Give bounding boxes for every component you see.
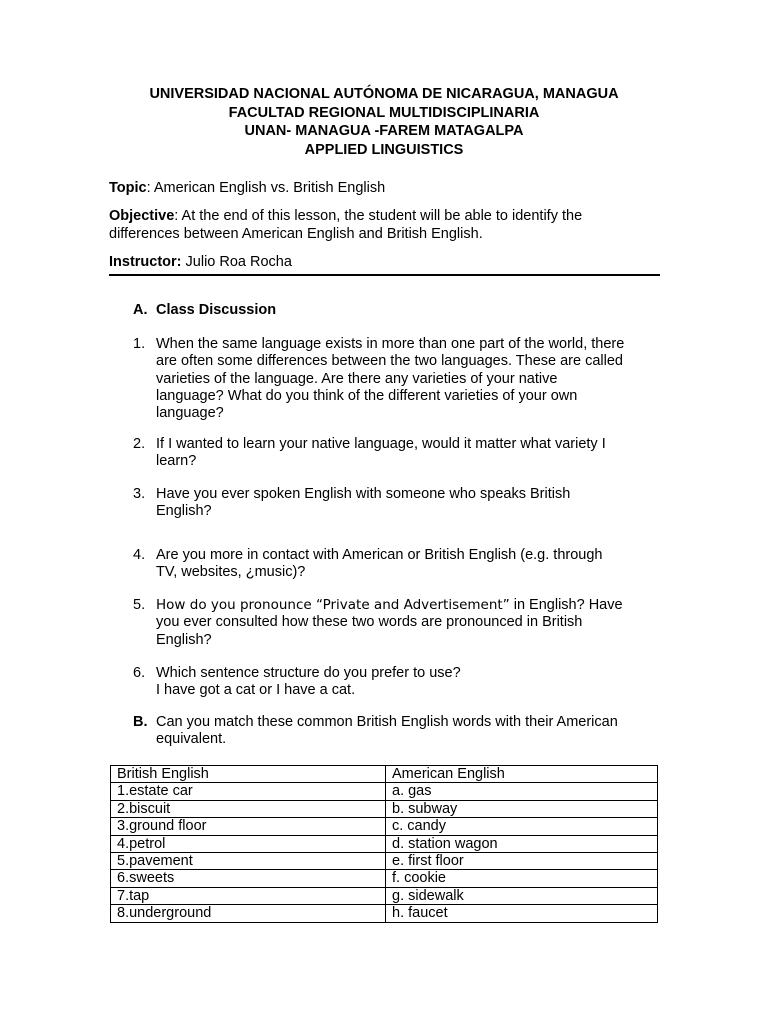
- british-term: 6.sweets: [111, 870, 386, 887]
- question-2-text: [156, 436, 666, 471]
- american-term: c. candy: [386, 818, 658, 835]
- table-header-row: [111, 766, 658, 783]
- question-1-text: [156, 336, 666, 422]
- matching-table: [110, 765, 658, 923]
- american-term: g. sidewalk: [386, 887, 658, 904]
- question-1-line: When the same language exists in more than one part of the world, there: [156, 336, 625, 352]
- question-3-line: English?: [156, 503, 212, 520]
- british-term: 1.estate car: [111, 783, 386, 800]
- university-name: UNIVERSIDAD NACIONAL AUTÓNOMA DE NICARAGUA, MANAGUA: [149, 86, 619, 102]
- topic-value: : American English vs. British English: [146, 180, 386, 196]
- section-a-title: Class Discussion: [156, 302, 277, 318]
- question-6-text: [156, 665, 666, 700]
- instructor-label: Instructor:: [109, 254, 182, 270]
- british-term: 7.tap: [111, 887, 386, 904]
- objective-label: Objective: [109, 208, 175, 224]
- objective-block: [109, 208, 669, 243]
- british-term: 3.ground floor: [111, 818, 386, 835]
- section-b-line: Can you match these common British English words with their American: [156, 714, 618, 730]
- table-row: [111, 887, 658, 904]
- question-5-line1-end: in English? Have: [509, 597, 623, 613]
- instructor-value: Julio Roa Rocha: [181, 254, 292, 270]
- question-5-number: 5.: [133, 597, 146, 613]
- campus-name: UNAN- MANAGUA -FAREM MATAGALPA: [244, 123, 524, 139]
- topic-label: Topic: [109, 180, 147, 196]
- question-5-quoted-part: How do you pronounce “Private and Advertisement”: [156, 597, 510, 613]
- question-3-text: [156, 486, 666, 521]
- table-row: [111, 853, 658, 870]
- question-2-line: learn?: [156, 453, 197, 470]
- american-term: a. gas: [386, 783, 658, 800]
- question-5-text: [156, 597, 666, 649]
- instructor-line: [109, 254, 292, 272]
- question-5-line: English?: [156, 631, 212, 648]
- table-row: [111, 835, 658, 852]
- question-1-line: are often some differences between the two languages. These are called: [156, 353, 623, 370]
- objective-line-1: : At the end of this lesson, the student will be able to identify the: [174, 208, 583, 224]
- table-row: [111, 870, 658, 887]
- section-b-text: [156, 714, 666, 749]
- british-term: 8.underground: [111, 905, 386, 922]
- question-2-number: 2.: [133, 436, 146, 452]
- british-term: 2.biscuit: [111, 800, 386, 817]
- british-term: 5.pavement: [111, 853, 386, 870]
- column-header-american: American English: [386, 766, 658, 783]
- british-term: 4.petrol: [111, 835, 386, 852]
- topic-line: [109, 180, 385, 198]
- question-6-line: Which sentence structure do you prefer to use?: [156, 665, 461, 681]
- question-4-line: TV, websites, ¿music)?: [156, 564, 306, 581]
- faculty-name: FACULTAD REGIONAL MULTIDISCIPLINARIA: [228, 104, 540, 121]
- question-4-number: 4.: [133, 547, 146, 563]
- question-1-number: 1.: [133, 336, 146, 352]
- table-row: [111, 800, 658, 817]
- column-header-british: British English: [111, 766, 386, 783]
- question-3-number: 3.: [133, 486, 146, 502]
- american-term: h. faucet: [386, 905, 658, 922]
- table-row: [111, 783, 658, 800]
- table-row: [111, 818, 658, 835]
- question-5-line: you ever consulted how these two words are pronounced in British: [156, 614, 583, 631]
- section-a-letter: A.: [133, 302, 148, 318]
- header-divider: [109, 274, 660, 276]
- american-term: f. cookie: [386, 870, 658, 887]
- american-term: b. subway: [386, 800, 658, 817]
- question-1-line: varieties of the language. Are there any varieties of your native: [156, 370, 558, 387]
- question-6-line: I have got a cat or I have a cat.: [156, 682, 356, 699]
- table-row: [111, 905, 658, 922]
- document-header: [0, 85, 768, 159]
- course-name: APPLIED LINGUISTICS: [304, 141, 464, 158]
- objective-line-2: differences between American English and British English.: [109, 225, 483, 242]
- american-term: d. station wagon: [386, 835, 658, 852]
- question-6-number: 6.: [133, 665, 146, 681]
- section-b-line: equivalent.: [156, 731, 227, 748]
- question-2-line: If I wanted to learn your native language, would it matter what variety I: [156, 436, 606, 452]
- american-term: e. first floor: [386, 853, 658, 870]
- question-1-line: language?: [156, 405, 224, 422]
- question-1-line: language? What do you think of the different varieties of your own: [156, 387, 578, 404]
- section-b-letter: B.: [133, 714, 148, 730]
- question-3-line: Have you ever spoken English with someone who speaks British: [156, 486, 571, 502]
- question-4-text: [156, 547, 666, 582]
- question-4-line: Are you more in contact with American or British English (e.g. through: [156, 547, 603, 563]
